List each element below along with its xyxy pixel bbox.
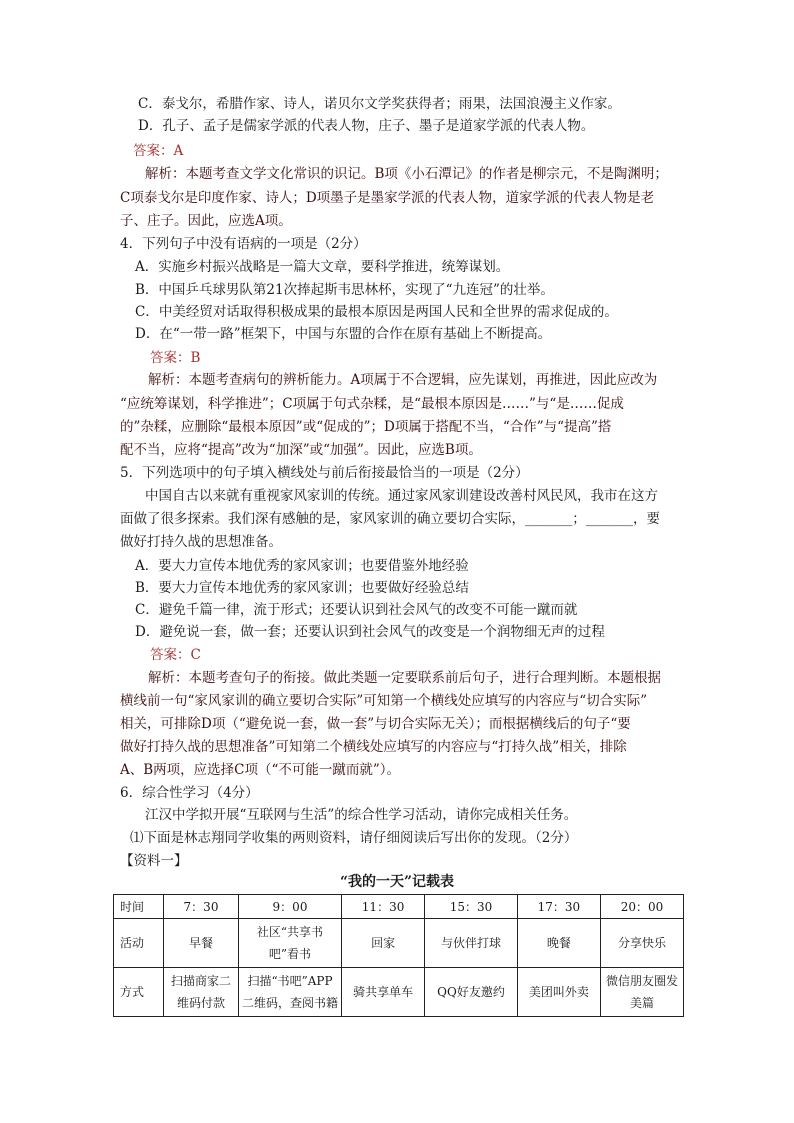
table-row: [114, 968, 684, 1017]
row-header: 活动: [114, 919, 164, 968]
explanation-line: 做好打持久战的思想准备”可知第二个横线处应填写的内容应与“打持久战”相关，排除: [120, 739, 627, 755]
passage-line: 面做了很多探索。我们深有感触的是，家风家训的确立要切合实际，_______；_______，要: [120, 511, 660, 527]
explanation-line: 配不当，应将“提高”改为“加深”或“加强”。因此，应选B项。: [120, 442, 482, 458]
table-cell: 15：30: [425, 895, 518, 919]
table-cell: 扫描商家二维码付款: [164, 968, 239, 1017]
explanation-line: 横线前一句“家风家训的确立要切合实际”可知第一个横线处应填写的内容应与“切合实际”: [120, 693, 648, 709]
explanation-line: 解析：本题考查文学文化常识的识记。B项《小石潭记》的作者是柳宗元，不是陶渊明；: [145, 166, 668, 182]
table-title: “我的一天”记载表: [339, 874, 455, 890]
passage-line: 中国自古以来就有重视家风家训的传统。通过家风家训建设改善村风民风，我市在这方: [145, 488, 658, 504]
explanation-line: 相关，可排除D项（“避免说一套，做一套”与切合实际无关）；而根据横线后的句子“要: [120, 716, 631, 732]
question-4: 4．下列句子中没有语病的一项是（2分）: [120, 236, 367, 252]
answer: 答案：B: [150, 350, 201, 366]
explanation-line: 解析：本题考查句子的衔接。做此类题一定要联系前后句子，进行合理判断。本题根据: [148, 670, 661, 686]
explanation-line: 子、庄子。因此，应选A项。: [120, 213, 292, 229]
table-cell: 9：00: [239, 895, 342, 919]
explanation-line: C项泰戈尔是印度作家、诗人；D项墨子是墨家学派的代表人物，道家学派的代表人物是老: [120, 190, 655, 206]
row-header: 方式: [114, 968, 164, 1017]
table-cell: 扫描“书吧”APP二维码，查阅书籍: [239, 968, 342, 1017]
material-heading: 【资料一】: [120, 853, 188, 869]
option-a: A．实施乡村振兴战略是一篇大文章，要科学推进，统筹谋划。: [135, 259, 510, 275]
explanation-line: A、B两项，应选择C项（“不可能一蹴而就”）。: [120, 762, 401, 778]
explanation-line: 解析：本题考查病句的辨析能力。A项属于不合逻辑，应先谋划，再推进，因此应改为: [148, 372, 658, 388]
option-c: C．避免千篇一律，流于形式；还要认识到社会风气的改变不可能一蹴而就: [135, 602, 578, 618]
question-5: 5．下列选项中的句子填入横线处与前后衔接最恰当的一项是（2分）: [120, 465, 529, 481]
option-d: D．孔子、孟子是儒家学派的代表人物，庄子、墨子是道家学派的代表人物。: [138, 118, 595, 134]
option-d: D．避免说一套，做一套；还要认识到社会风气的改变是一个润物细无声的过程: [135, 624, 605, 640]
table-cell: 与伙伴打球: [425, 919, 518, 968]
explanation-line: 的”杂糅，应删除“最根本原因”或“促成的”；D项属于搭配不当，“合作”与“提高”搭: [120, 419, 612, 435]
answer: 答案：C: [150, 647, 201, 663]
option-a: A．要大力宣传本地优秀的家风家训；也要借鉴外地经验: [135, 558, 469, 574]
table-cell: 骑共享单车: [342, 968, 425, 1017]
table-cell: 17：30: [517, 895, 600, 919]
table-cell: 回家: [342, 919, 425, 968]
option-b: B．中国乒乓球男队第21次捧起斯韦思林杯，实现了“九连冠”的壮举。: [135, 282, 554, 298]
row-header: 时间: [114, 895, 164, 919]
record-table: [113, 894, 684, 1017]
answer: 答案：A: [133, 143, 184, 159]
table-cell: 美团叫外卖: [517, 968, 600, 1017]
table-cell: 20：00: [601, 895, 684, 919]
option-c: C．中美经贸对话取得积极成果的最根本原因是两国人民和全世界的需求促成的。: [135, 304, 618, 320]
question-6-intro: 江汉中学拟开展“互联网与生活”的综合性学习活动，请你完成相关任务。: [145, 807, 578, 823]
table-cell: 7：30: [164, 895, 239, 919]
option-b: B．要大力宣传本地优秀的家风家训；也要做好经验总结: [135, 580, 469, 596]
passage-line: 做好打持久战的思想准备。: [120, 534, 282, 550]
question-6: 6．综合性学习（4分）: [120, 785, 259, 801]
table-cell: 晚餐: [517, 919, 600, 968]
subquestion-1: ⑴下面是林志翔同学收集的两则资料，请仔细阅读后写出你的发现。（2分）: [130, 830, 578, 846]
table-row: [114, 895, 684, 919]
explanation-line: “应统筹谋划，科学推进”；C项属于句式杂糅，是“最根本原因是……”与“是……促成: [120, 396, 624, 412]
table-cell: QQ好友邀约: [425, 968, 518, 1017]
table-cell: 早餐: [164, 919, 239, 968]
table-cell: 分享快乐: [601, 919, 684, 968]
option-d: D．在“一带一路”框架下，中国与东盟的合作在原有基础上不断提高。: [135, 326, 552, 342]
table-cell: 社区“共享书吧”看书: [239, 919, 342, 968]
table-row: [114, 919, 684, 968]
table-cell: 11：30: [342, 895, 425, 919]
table-cell: 微信朋友圈发美篇: [601, 968, 684, 1017]
option-c: C．泰戈尔，希腊作家、诗人，诺贝尔文学奖获得者；雨果，法国浪漫主义作家。: [138, 96, 621, 112]
